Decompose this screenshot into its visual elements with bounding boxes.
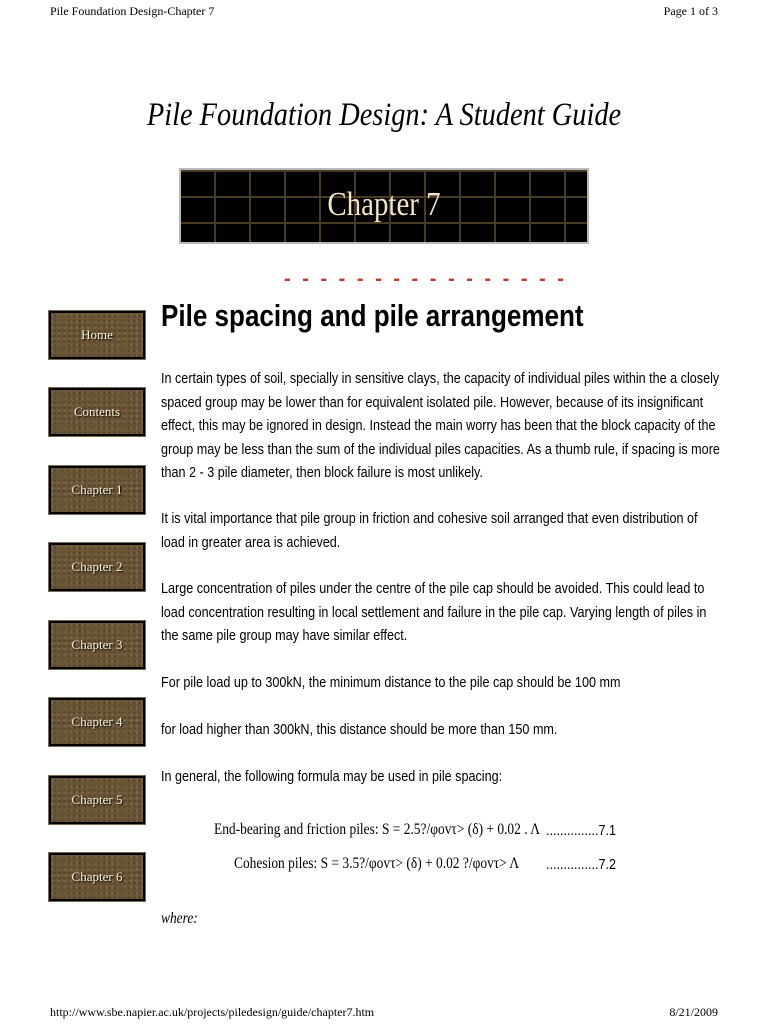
guide-title: Pile Foundation Design: A Student Guide bbox=[146, 97, 622, 133]
nav-chapter2-label: Chapter 2 bbox=[71, 559, 123, 574]
nav-chapter1-button[interactable] bbox=[49, 466, 145, 514]
nav-chapter6-button[interactable] bbox=[49, 853, 145, 901]
chapter-banner bbox=[179, 168, 589, 244]
equation-number: ...............7.2 bbox=[546, 856, 617, 873]
nav-contents-button[interactable] bbox=[49, 388, 145, 436]
nav-chapter3-button[interactable] bbox=[49, 621, 145, 669]
paragraph: It is vital importance that pile group in friction and cohesive soil arranged that even distribution of load in greater area is achieved. bbox=[161, 510, 698, 551]
paragraph: for load higher than 300kN, this distance should be more than 150 mm. bbox=[161, 721, 558, 738]
nav-chapter5-button[interactable] bbox=[49, 776, 145, 824]
nav-home-button[interactable] bbox=[49, 311, 145, 359]
nav-chapter4-button[interactable] bbox=[49, 698, 145, 746]
nav-home-label: Home bbox=[81, 327, 113, 342]
section-title: Pile spacing and pile arrangement bbox=[161, 298, 584, 333]
separator-dashes: - - - - - - - - - - - - - - - - bbox=[284, 268, 567, 290]
nav-contents-label: Contents bbox=[73, 404, 121, 419]
formula-cohesion: Cohesion piles: S = 3.5?/φovτ> (δ) + 0.02 ?/φovτ> Λ bbox=[234, 855, 520, 872]
print-footer-date: 8/21/2009 bbox=[669, 1005, 718, 1019]
paragraph: Large concentration of piles under the centre of the pile cap should be avoided. This could lead to load concentration resulting in local settlement and failure in the pile cap. Varying length of piles in the same pile group may have similar effect. bbox=[161, 580, 707, 644]
print-header-page: Page 1 of 3 bbox=[663, 4, 718, 18]
paragraph: For pile load up to 300kN, the minimum distance to the pile cap should be 100 mm bbox=[161, 674, 621, 691]
print-footer-url: http://www.sbe.napier.ac.uk/projects/piledesign/guide/chapter7.htm bbox=[50, 1005, 375, 1019]
paragraph: In general, the following formula may be used in pile spacing: bbox=[161, 768, 503, 785]
chapter-banner-label: Chapter 7 bbox=[327, 186, 441, 223]
formula-end-bearing: End-bearing and friction piles: S = 2.5?/φovτ> (δ) + 0.02 . Λ bbox=[214, 821, 540, 838]
equation-number: ...............7.1 bbox=[546, 822, 617, 839]
nav-chapter3-label: Chapter 3 bbox=[71, 637, 123, 652]
nav-chapter1-label: Chapter 1 bbox=[71, 482, 123, 497]
nav-chapter2-button[interactable] bbox=[49, 543, 145, 591]
nav-chapter6-label: Chapter 6 bbox=[71, 869, 123, 884]
where-label: where: bbox=[161, 910, 198, 927]
print-header-title: Pile Foundation Design-Chapter 7 bbox=[50, 4, 215, 18]
paragraph: In certain types of soil, specially in sensitive clays, the capacity of individual piles within the a closely spaced group may be lower than for equivalent isolated pile. However, because of its insignificant effect, this may be ignored in design. Instead the main worry has been that the block capacity of the group may be less than the sum of the individual piles capacities. As a thumb rule, if spacing is more than 2 - 3 pile diameter, then block failure is most unlikely. bbox=[161, 370, 720, 481]
nav-chapter5-label: Chapter 5 bbox=[71, 792, 123, 807]
nav-chapter4-label: Chapter 4 bbox=[71, 714, 123, 729]
